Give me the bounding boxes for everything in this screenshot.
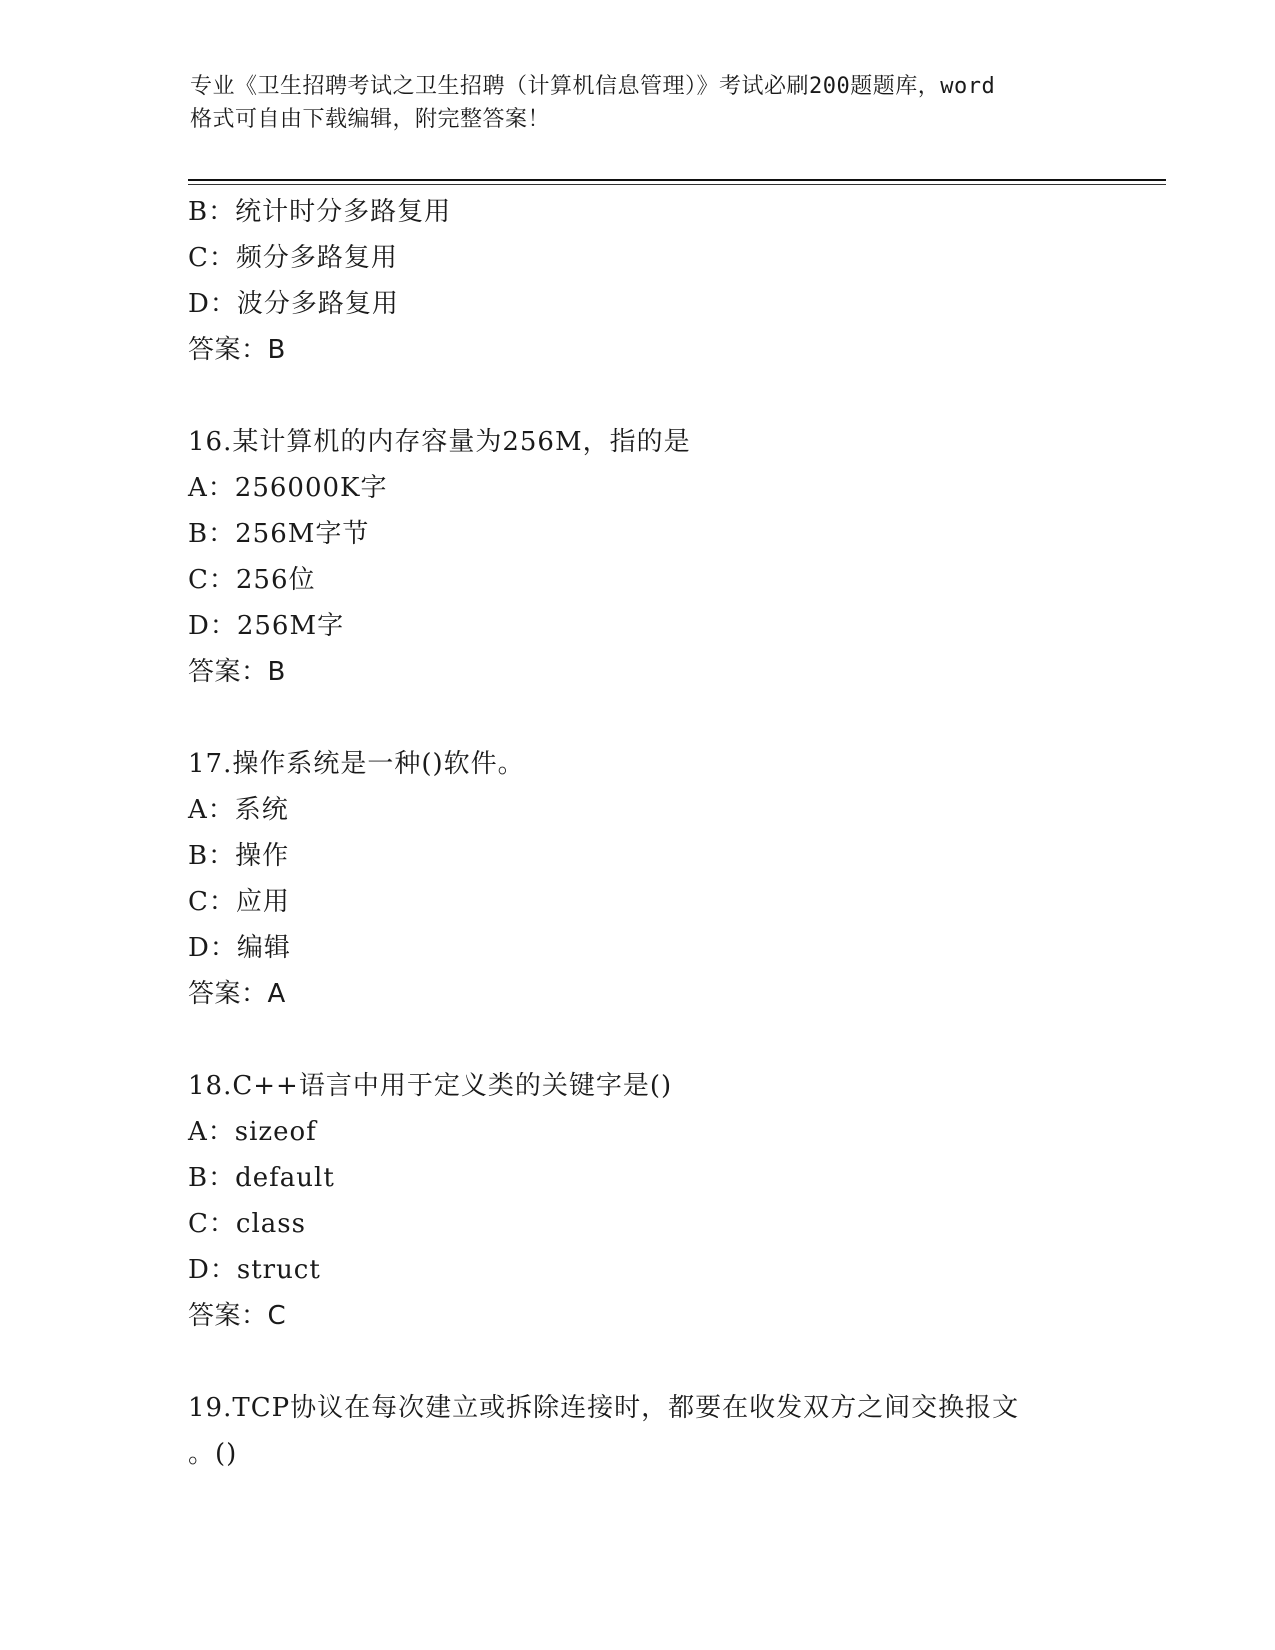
question-18-option-c: C：class [188,1209,306,1239]
question-17-option-b: B：操作 [188,841,290,871]
question-18-option-a: A：sizeof [188,1117,317,1147]
header-divider-thick [188,179,1166,181]
question-18-option-d: D：struct [188,1255,321,1285]
spacer [188,695,1088,741]
question-16-option-b: B：256M字节 [188,519,370,549]
question-18-answer: 答案：C [188,1301,287,1331]
question-16-answer: 答案：B [188,657,286,687]
question-17-option-c: C：应用 [188,887,290,917]
question-19-stem-line-1: 19.TCP协议在每次建立或拆除连接时，都要在收发双方之间交换报文 [188,1393,1020,1423]
question-17-option-a: A：系统 [188,795,289,825]
question-15-option-d: D：波分多路复用 [188,289,399,319]
question-15-option-b: B：统计时分多路复用 [188,197,452,227]
document-header [190,70,1090,136]
question-15-answer: 答案：B [188,335,286,365]
header-title-line-1: 专业《卫生招聘考试之卫生招聘（计算机信息管理）》考试必刷200题题库，word [190,74,996,99]
question-17-block [188,741,1088,1017]
question-16-stem: 16.某计算机的内存容量为256M，指的是 [188,427,691,457]
question-18-block [188,1063,1088,1339]
question-17-option-d: D：编辑 [188,933,291,963]
question-17-stem: 17.操作系统是一种()软件。 [188,749,525,779]
question-list [188,189,1088,1477]
question-19-block [188,1385,1078,1477]
header-title-line-2: 格式可自由下载编辑，附完整答案！ [190,107,551,132]
question-16-option-d: D：256M字 [188,611,345,641]
question-17-answer: 答案：A [188,979,286,1009]
spacer [188,373,1088,419]
question-16-option-a: A：256000K字 [188,473,388,503]
question-19-stem-line-2: 。() [188,1439,238,1469]
question-18-option-b: B：default [188,1163,335,1193]
header-divider-thin [188,184,1166,185]
question-16-block [188,419,1088,695]
question-15-block [188,189,1088,373]
question-18-stem: 18.C++语言中用于定义类的关键字是() [188,1071,673,1101]
spacer [188,1339,1088,1385]
spacer [188,1017,1088,1063]
question-16-option-c: C：256位 [188,565,316,595]
question-15-option-c: C：频分多路复用 [188,243,398,273]
